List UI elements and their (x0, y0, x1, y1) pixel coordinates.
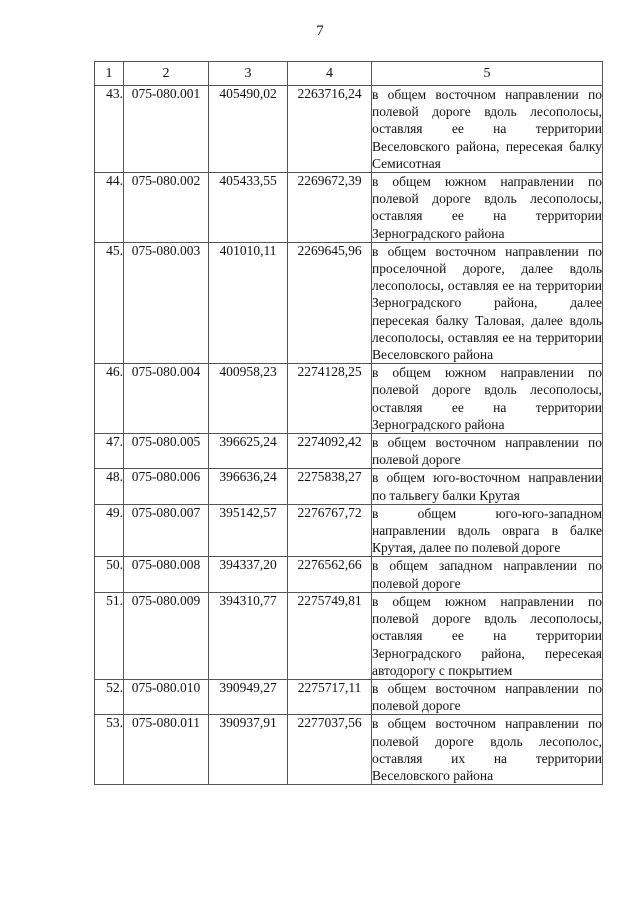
header-col-4: 4 (288, 62, 372, 86)
table-row (95, 173, 603, 243)
coordinate-x: 390937,91 (209, 715, 288, 785)
boundary-description: в общем восточном направлении по полевой дороге вдоль лесополос, оставляя их на территории Веселовского района (372, 716, 602, 783)
coordinate-y: 2276767,72 (288, 504, 372, 557)
coordinate-x: 396636,24 (209, 469, 288, 504)
header-col-5: 5 (372, 62, 603, 86)
point-code: 075-080.008 (124, 557, 209, 592)
boundary-description: в общем восточном направлении по полевой дороге (372, 435, 602, 468)
coordinate-y: 2275717,11 (288, 679, 372, 714)
coordinate-x: 395142,57 (209, 504, 288, 557)
header-col-2: 2 (124, 62, 209, 86)
coordinate-y: 2269672,39 (288, 173, 372, 243)
boundary-description-table (94, 61, 603, 785)
header-col-1: 1 (95, 62, 124, 86)
coordinate-x: 405433,55 (209, 173, 288, 243)
coordinate-y: 2277037,56 (288, 715, 372, 785)
boundary-description: в общем юго-восточном направлении по тальвегу балки Крутая (372, 470, 602, 503)
row-number: 48. (95, 469, 124, 504)
boundary-description: в общем южном направлении по полевой дороге вдоль лесополосы, оставляя ее на территории Зерноградского района (372, 174, 602, 241)
row-number: 44. (95, 173, 124, 243)
point-code: 075-080.001 (124, 86, 209, 173)
row-number: 50. (95, 557, 124, 592)
coordinate-x: 394337,20 (209, 557, 288, 592)
boundary-description: в общем восточном направлении по проселочной дороге, далее вдоль лесополосы, оставляя ее на территории Зерноградского района, далее пересекая балку Таловая, далее вдоль лесополосы, оставляя ее на территории Веселовского района (372, 243, 602, 363)
table-row (95, 242, 603, 363)
table-row (95, 592, 603, 679)
boundary-description: в общем восточном направлении по полевой дороге вдоль лесополосы, оставляя ее на территории Веселовского района, пересекая балку Семисотная (372, 87, 602, 171)
point-code: 075-080.004 (124, 364, 209, 434)
point-code: 075-080.003 (124, 242, 209, 363)
row-number: 43. (95, 86, 124, 173)
coordinate-x: 396625,24 (209, 434, 288, 469)
boundary-description: в общем юго-юго-западном направлении вдоль оврага в балке Крутая, далее по полевой дороге (372, 505, 602, 556)
coordinate-x: 401010,11 (209, 242, 288, 363)
coordinate-y: 2263716,24 (288, 86, 372, 173)
table-row (95, 86, 603, 173)
coordinate-y: 2269645,96 (288, 242, 372, 363)
point-code: 075-080.011 (124, 715, 209, 785)
table-row (95, 557, 603, 592)
row-number: 51. (95, 592, 124, 679)
boundary-description: в общем восточном направлении по полевой дороге (372, 680, 602, 714)
boundary-description: в общем западном направлении по полевой дороге (372, 558, 602, 591)
table-row (95, 469, 603, 504)
coordinate-y: 2275838,27 (288, 469, 372, 504)
point-code: 075-080.009 (124, 592, 209, 679)
point-code: 075-080.006 (124, 469, 209, 504)
boundary-description: в общем южном направлении по полевой дороге вдоль лесополосы, оставляя ее на территории Зерноградского района, пересекая автодорогу с покрытием (372, 593, 602, 678)
row-number: 45. (95, 242, 124, 363)
point-code: 075-080.007 (124, 504, 209, 557)
row-number: 49. (95, 504, 124, 557)
table-row (95, 679, 603, 714)
row-number: 53. (95, 715, 124, 785)
point-code: 075-080.002 (124, 173, 209, 243)
coordinate-x: 390949,27 (209, 679, 288, 714)
row-number: 52. (95, 679, 124, 714)
row-number: 47. (95, 434, 124, 469)
table-row (95, 504, 603, 557)
coordinate-x: 400958,23 (209, 364, 288, 434)
row-number: 46. (95, 364, 124, 434)
boundary-description: в общем южном направлении по полевой дороге вдоль лесополосы, оставляя ее на территории Зерноградского района (372, 365, 602, 432)
point-code: 075-080.005 (124, 434, 209, 469)
table-row (95, 434, 603, 469)
coordinate-x: 405490,02 (209, 86, 288, 173)
table-header-row (95, 62, 603, 86)
coordinate-x: 394310,77 (209, 592, 288, 679)
header-col-3: 3 (209, 62, 288, 86)
coordinate-y: 2275749,81 (288, 592, 372, 679)
coordinate-y: 2274128,25 (288, 364, 372, 434)
table-row (95, 715, 603, 785)
table-row (95, 364, 603, 434)
coordinate-y: 2274092,42 (288, 434, 372, 469)
coordinate-y: 2276562,66 (288, 557, 372, 592)
page-number: 7 (316, 23, 324, 39)
point-code: 075-080.010 (124, 679, 209, 714)
